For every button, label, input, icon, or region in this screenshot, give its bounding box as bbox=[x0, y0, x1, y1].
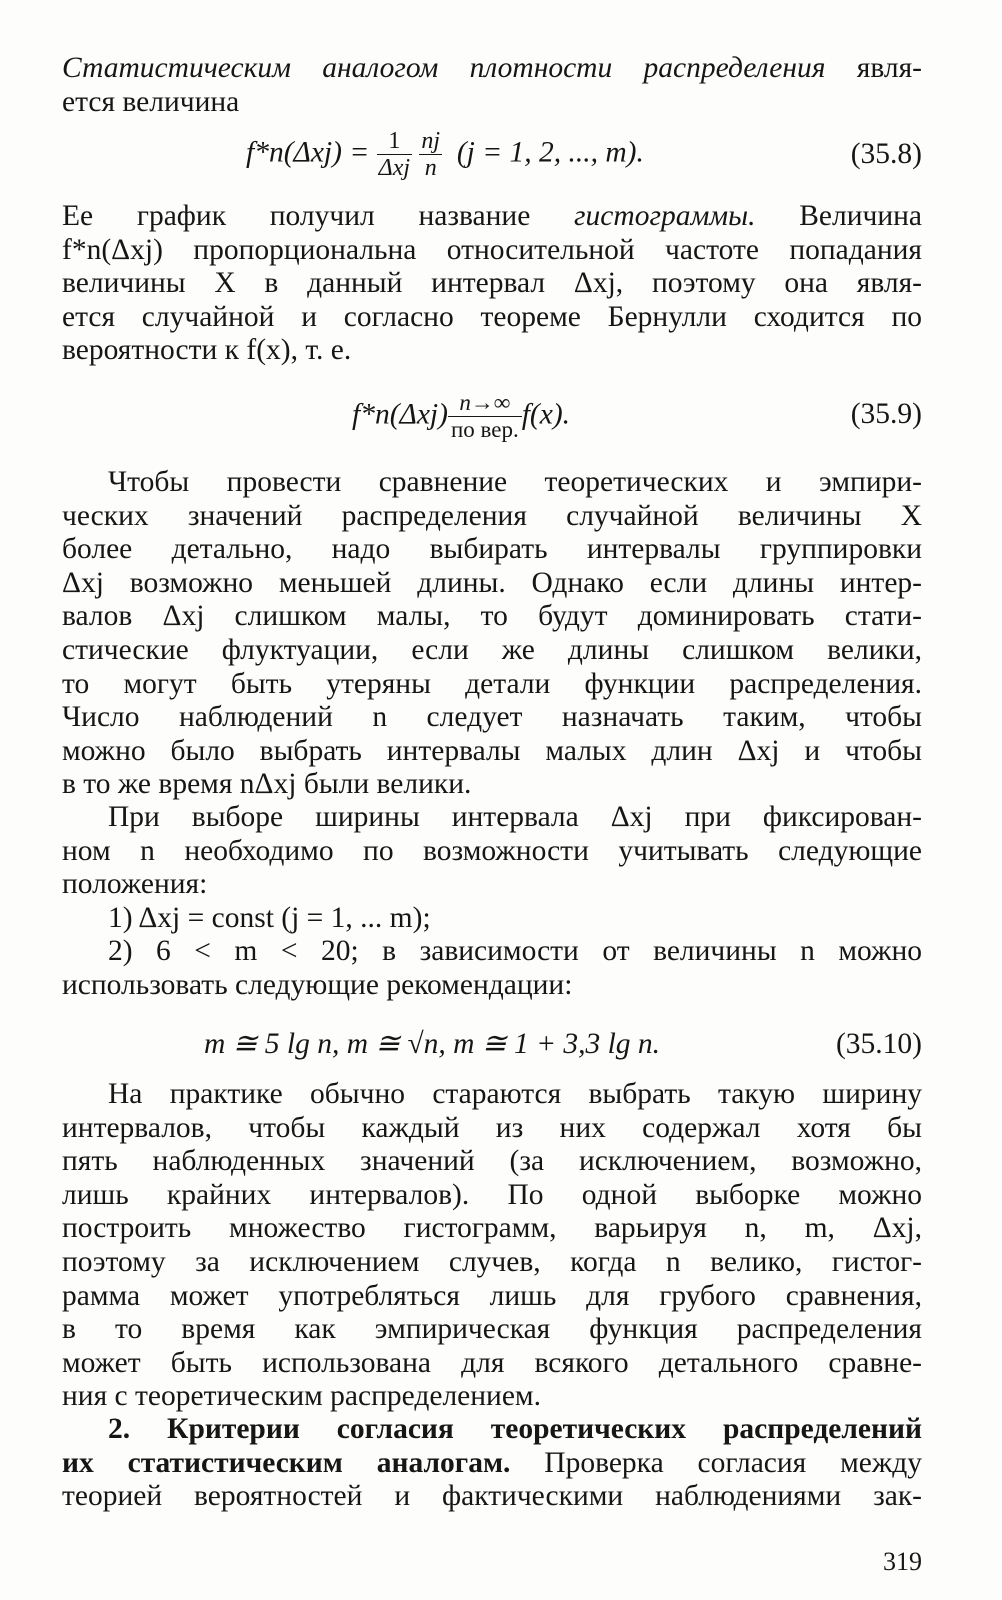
italic-term: Статистическим аналогом плотности распределения bbox=[62, 52, 826, 84]
equation-35-9 bbox=[62, 388, 922, 448]
text-line: f*n(Δxj) пропорциональна относительной частоте попадания bbox=[62, 233, 922, 266]
text-line: более детально, надо выбирать интервалы группировки bbox=[62, 533, 922, 566]
text-line: вероятности к f(x), т. е. bbox=[62, 334, 352, 367]
text-fragment: Проверка согласия между bbox=[510, 1446, 922, 1479]
text-line: использовать следующие рекомендации: bbox=[62, 968, 573, 1001]
section-heading-paragraph bbox=[62, 1413, 922, 1514]
fraction-numerator: 1 bbox=[377, 128, 412, 155]
equation-lhs: f*n(Δxj) bbox=[352, 398, 448, 431]
section-title: их статистическим аналогам. bbox=[62, 1446, 511, 1479]
text-line: то могут быть утеряны детали функции распределения. bbox=[62, 667, 922, 700]
text-line: в то же время nΔxj были велики. bbox=[62, 768, 472, 801]
text-line: может быть использована для всякого детального сравне- bbox=[62, 1346, 922, 1379]
fraction-denominator: Δxj bbox=[378, 155, 411, 181]
text-line: Δxj возможно меньшей длины. Однако если длины интер- bbox=[62, 566, 922, 599]
text-line: Число наблюдений n следует назначать таким, чтобы bbox=[62, 701, 922, 734]
text-line: в то время как эмпирическая функция распределения bbox=[62, 1313, 922, 1346]
equation-body: m ≅ 5 lg n, m ≅ √n, m ≅ 1 + 3,3 lg n. bbox=[204, 1028, 661, 1060]
paragraph-intro bbox=[62, 52, 922, 119]
arrow-upper-label: n→∞ bbox=[448, 390, 522, 417]
text-line: величины X в данный интервал Δxj, поэтому она явля- bbox=[62, 267, 922, 300]
equation-35-8 bbox=[62, 124, 922, 184]
equation-body bbox=[246, 128, 644, 181]
text-line bbox=[62, 200, 922, 234]
equation-number: (35.8) bbox=[850, 138, 922, 170]
paragraph-interval-width bbox=[62, 801, 922, 902]
text-line: 1) Δxj = const (j = 1, ... m); bbox=[108, 902, 431, 934]
text-line: 2) 6 < m < 20; в зависимости от величины n можно bbox=[108, 935, 922, 967]
text-line: стические флуктуации, если же длины слишком велики, bbox=[62, 633, 922, 666]
text-line: На практике обычно стараются выбрать такую ширину bbox=[108, 1078, 922, 1110]
list-item-2 bbox=[62, 935, 922, 1002]
text-line: теорией вероятностей и фактическими наблюдениями зак- bbox=[62, 1480, 922, 1513]
text-fragment: явля- bbox=[825, 52, 922, 84]
text-line: построить множество гистограмм, варьируя n, m, Δxj, bbox=[62, 1212, 922, 1245]
text-line: рамма может употребляться лишь для грубого сравнения, bbox=[62, 1279, 922, 1312]
fraction-numerator: nj bbox=[421, 128, 441, 154]
text-line: ется случайной и согласно теореме Бернулли сходится по bbox=[62, 300, 922, 333]
equation-number: (35.10) bbox=[835, 1028, 922, 1060]
list-item-1 bbox=[62, 902, 922, 936]
arrow-lower-label: по вер. bbox=[450, 417, 519, 442]
text-line bbox=[62, 1447, 922, 1481]
text-line bbox=[62, 52, 922, 86]
text-line: поэтому за исключением случев, когда n велико, гистог- bbox=[62, 1245, 922, 1278]
equation-condition: (j = 1, 2, ..., m). bbox=[456, 136, 644, 169]
paragraph-histogram bbox=[62, 200, 922, 368]
section-title: 2. Критерии согласия теоретических распределений bbox=[108, 1413, 922, 1445]
equation-number: (35.9) bbox=[850, 398, 922, 430]
text-line: Чтобы провести сравнение теоретических и эмпири- bbox=[108, 466, 922, 498]
text-line: пять наблюденных значений (за исключением, возможно, bbox=[62, 1145, 922, 1178]
text-line: интервалов, чтобы каждый из них содержал хотя бы bbox=[62, 1111, 922, 1144]
italic-term: гистограммы. bbox=[574, 200, 756, 232]
text-line: лишь крайних интервалов). По одной выборке можно bbox=[62, 1178, 922, 1211]
text-line: ческих значений распределения случайной величины X bbox=[62, 499, 922, 532]
text-line: ном n необходимо по возможности учитывать следующие bbox=[62, 834, 922, 867]
equation-lhs: f*n(Δxj) = bbox=[246, 136, 370, 169]
text-line bbox=[62, 1413, 922, 1447]
paragraph-practice bbox=[62, 1078, 922, 1414]
equation-body bbox=[352, 390, 570, 443]
text-line: ется величина bbox=[62, 85, 240, 118]
page-number: 319 bbox=[883, 1547, 922, 1576]
text-line: положения: bbox=[62, 868, 208, 901]
text-fragment: Ее график получил название bbox=[62, 200, 575, 232]
convergence-arrow bbox=[448, 390, 522, 443]
text-fragment: Величина bbox=[755, 200, 922, 232]
equation-35-10 bbox=[62, 1022, 922, 1082]
fraction bbox=[419, 128, 442, 181]
text-line: можно было выбрать интервалы малых длин Δxj и чтобы bbox=[62, 734, 922, 767]
text-line: При выборе ширины интервала Δxj при фиксирован- bbox=[108, 801, 922, 833]
fraction bbox=[377, 128, 412, 181]
fraction-denominator: n bbox=[424, 155, 437, 181]
text-line: валов Δxj слишком малы, то будут доминировать стати- bbox=[62, 600, 922, 633]
paragraph-comparison bbox=[62, 466, 922, 802]
equation-rhs: f(x). bbox=[521, 398, 571, 431]
text-line: ния с теоретическим распределением. bbox=[62, 1380, 541, 1413]
